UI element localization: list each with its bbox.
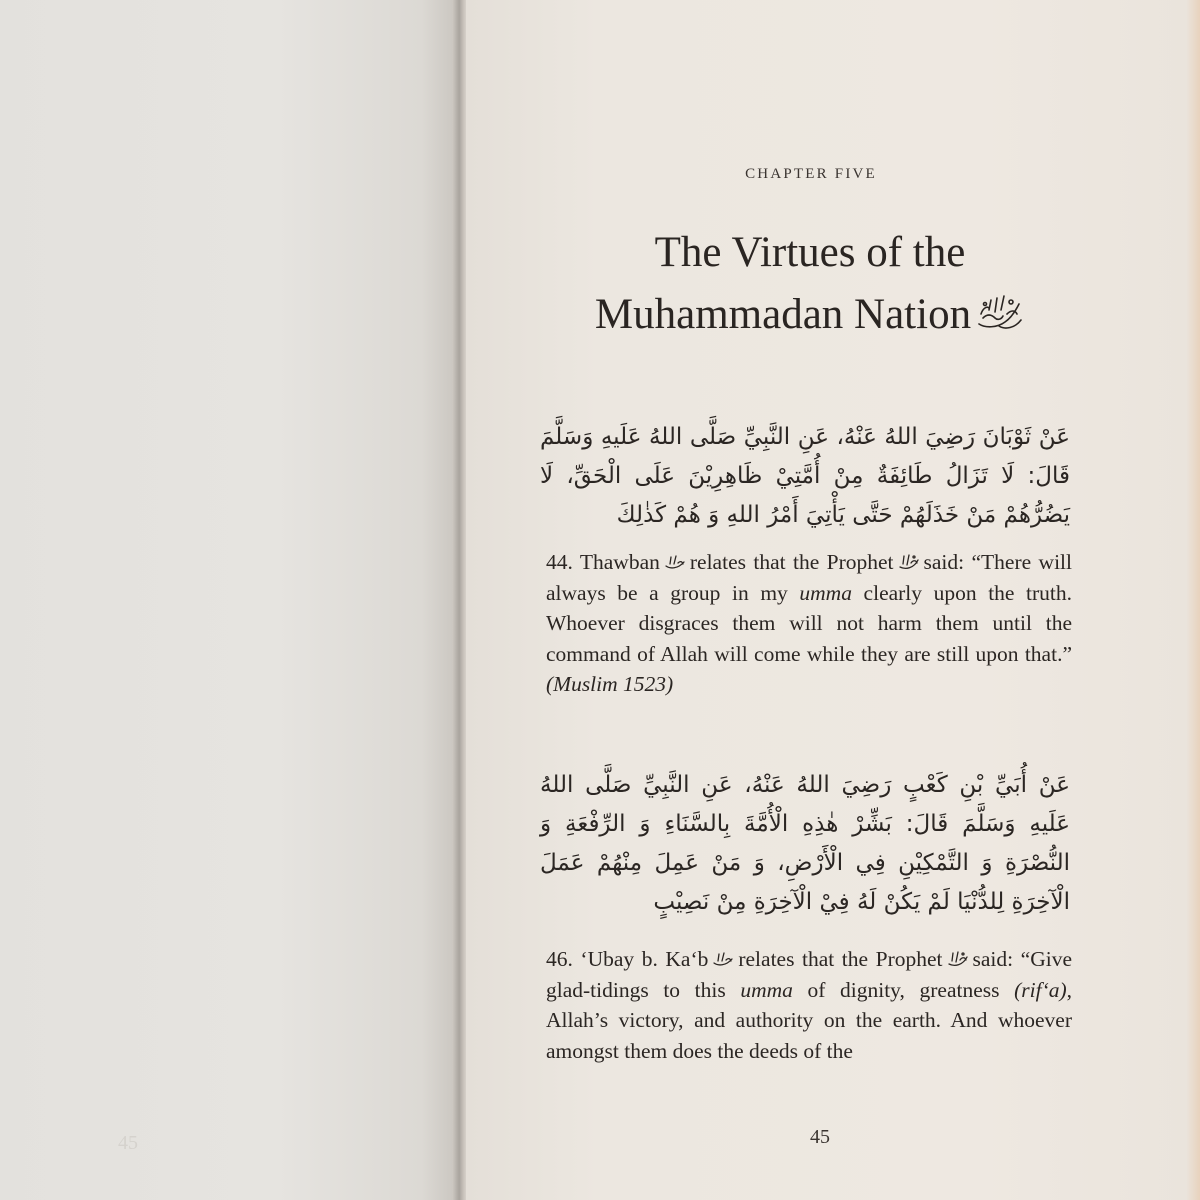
chapter-title-line-1: The Virtues of the <box>654 229 966 276</box>
left-page <box>0 0 458 1200</box>
chapter-label: CHAPTER FIVE <box>745 166 877 182</box>
hadith-44-number: 44. Thawban <box>546 550 660 574</box>
salawat-calligraphy-icon <box>975 292 1025 332</box>
hadith-44-text-a: relates that the Prophet <box>689 550 894 574</box>
hadith-46-number: 46. ‘Ubay b. Ka‘b <box>546 947 709 971</box>
calligraphic-honorific-icon <box>898 554 920 570</box>
term-umma: umma <box>799 580 852 605</box>
hadith-46-text-d: , Allah’s victory, and authority on the earth. And whoever amongst them does the deeds of the <box>546 977 1073 1063</box>
page-edge <box>1186 0 1200 1200</box>
term-umma: umma <box>740 977 793 1002</box>
chapter-title <box>540 222 1080 346</box>
hadith-44-text-b: said: “There will always be a group in my <box>546 550 1073 605</box>
hadith-44-translation <box>546 547 1072 700</box>
calligraphic-honorific-icon <box>947 951 969 967</box>
hadith-46-translation <box>546 944 1072 1066</box>
hadith-46-text-b: said: “Give glad-tidings to this <box>546 947 1072 1002</box>
hadith-44-text-c: clearly upon the truth. Whoever disgraces them will not harm them until the command of Allah will come while they are still upon that.” <box>546 580 1073 666</box>
page-number: 45 <box>810 1126 830 1148</box>
calligraphic-honorific-icon <box>712 951 734 967</box>
hadith-46-arabic: عَنْ أُبَيِّ بْنِ كَعْبٍ رَضِيَ اللهُ عَنْهُ، عَنِ النَّبِيِّ صَلَّى اللهُ عَلَيهِ وَسَلَّمَ قَالَ: بَشِّرْ هٰذِهِ الْأُمَّةَ بِالسَّنَاءِ وَ الرِّفْعَةِ وَ النُّصْرَةِ وَ التَّمْكِيْنِ فِي الْأَرْضِ، وَ مَنْ عَمِلَ مِنْهُمْ عَمَلَ الْآخِرَةِ لِلدُّنْيَا لَمْ يَكُنْ لَهُ فِيْ الْآخِرَةِ مِنْ نَصِيْبٍ <box>540 772 1070 915</box>
hadith-46-text-a: relates that the Prophet <box>738 947 943 971</box>
term-rifa: (rif‘a) <box>1014 977 1067 1002</box>
hadith-46-text-c: of dignity, greatness <box>807 977 1000 1002</box>
hadith-44-arabic: عَنْ ثَوْبَانَ رَضِيَ اللهُ عَنْهُ، عَنِ النَّبِيِّ صَلَّى اللهُ عَلَيهِ وَسَلَّمَ قَالَ: لَا تَزَالُ طَائِفَةٌ مِنْ أُمَّتِيْ ظَاهِرِيْنَ عَلَى الْحَقِّ، لَا يَضُرُّهُمْ مَنْ خَذَلَهُمْ حَتَّى يَأْتِيَ أَمْرُ اللهِ وَ هُمْ كَذٰلِكَ <box>540 424 1070 528</box>
left-page-number: 45 <box>118 1132 138 1154</box>
hadith-44-source: (Muslim 1523) <box>546 672 674 696</box>
chapter-title-line-2: Muhammadan Nation <box>594 291 972 338</box>
calligraphic-honorific-icon <box>664 554 686 570</box>
